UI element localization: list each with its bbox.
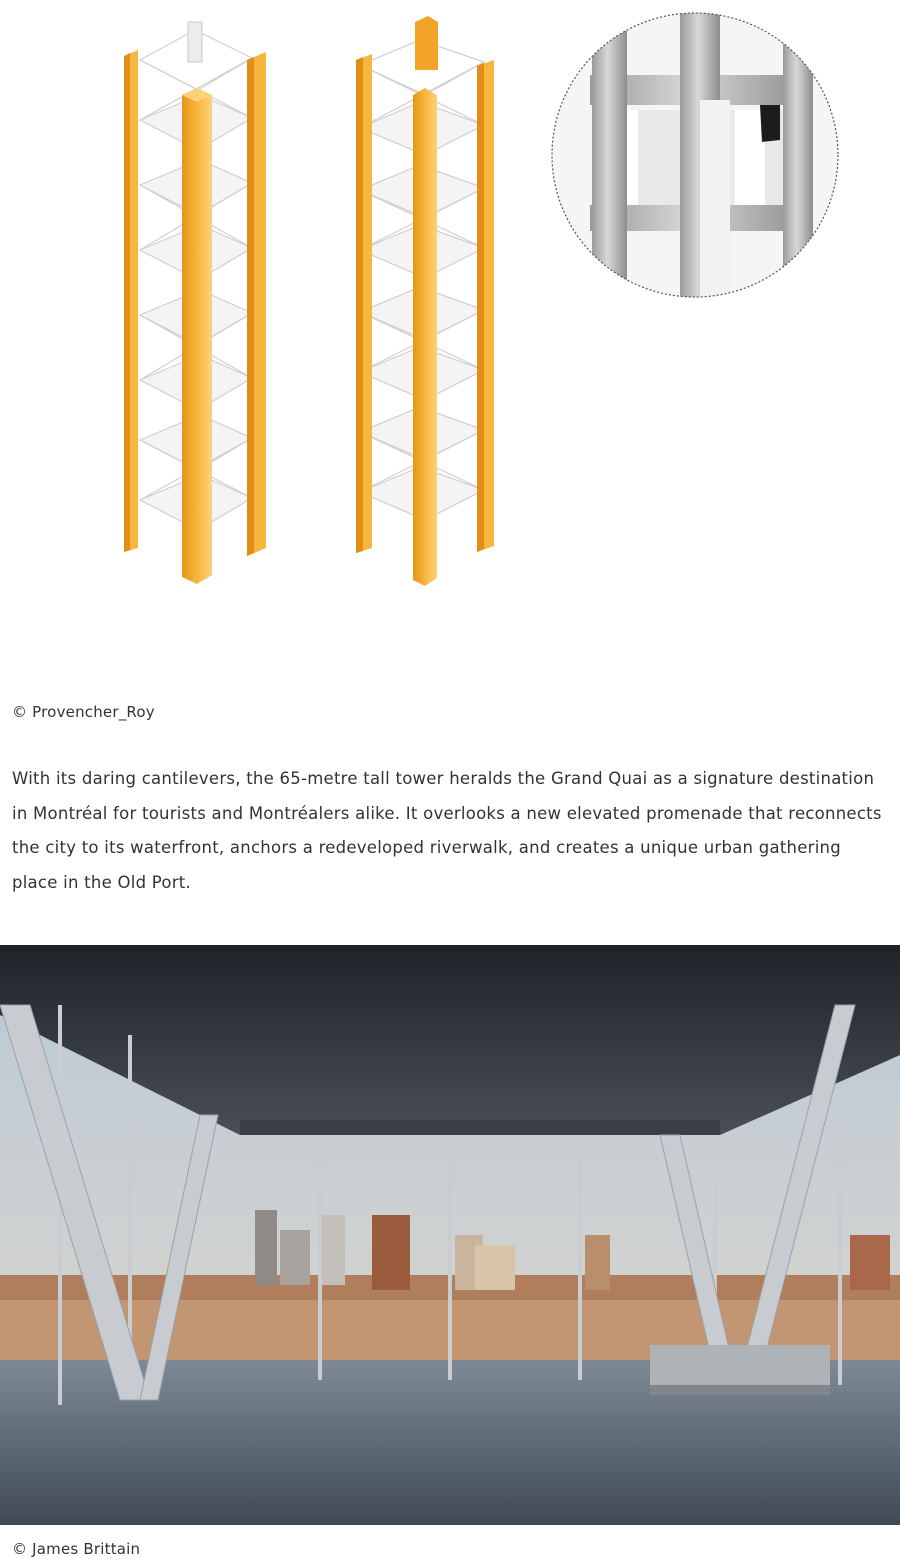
truss-tower-left [124, 22, 266, 584]
structure-diagram [0, 0, 900, 640]
concrete-detail-circle [550, 10, 850, 310]
figure-caption: © Provencher_Roy [12, 703, 155, 721]
photo-caption: © James Brittain [12, 1540, 141, 1558]
interior-photo [0, 945, 900, 1525]
truss-tower-right [356, 16, 494, 586]
article-paragraph: With its daring cantilevers, the 65-metre tall tower heralds the Grand Quai as a signature destination in Montréal for tourists and Montréalers alike. It overlooks a new elevated promenade that reconnects the city to its waterfront, anchors a redeveloped riverwalk, and creates a unique urban gathering place in the Old Port. [12, 769, 882, 892]
